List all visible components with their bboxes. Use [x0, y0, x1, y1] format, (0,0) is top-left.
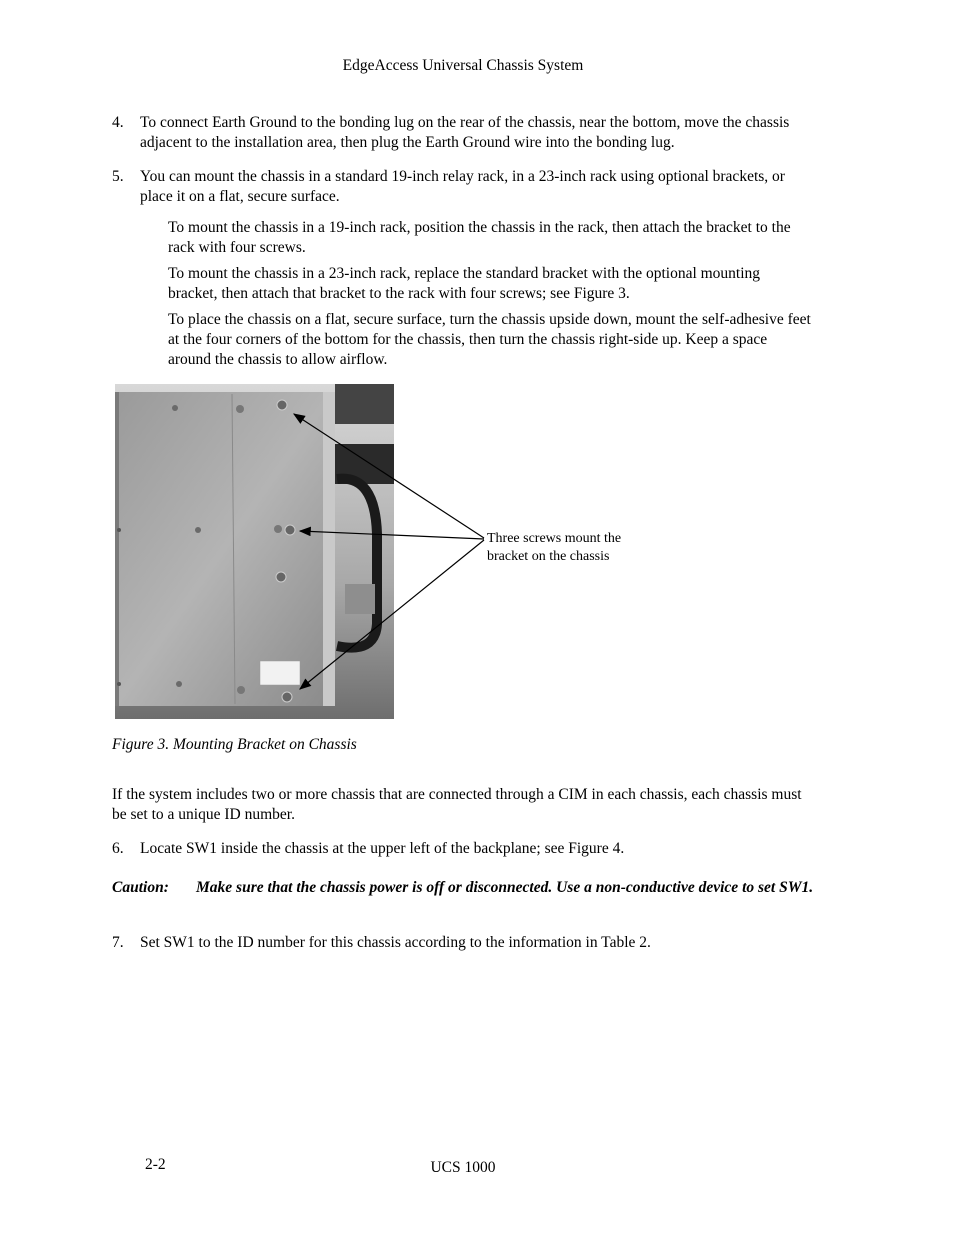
step-7: [112, 933, 812, 955]
caution-label: Caution:: [112, 879, 169, 896]
chassis-photo: [115, 384, 394, 719]
figure-callout: [487, 530, 667, 566]
page-number: 2-2: [145, 1156, 166, 1173]
caution-text: Make sure that the chassis power is off or disconnected. Use a non-conductive device to set SW1.: [196, 879, 814, 896]
figure-caption: Figure 3. Mounting Bracket on Chassis: [112, 736, 357, 753]
callout-line-1: Three screws mount the: [487, 531, 622, 546]
sub-paragraph-23-inch: To mount the chassis in a 23-inch rack, replace the standard bracket with the optional mounting bracket, then attach that bracket to the rack with four screws; see Figure 3.: [168, 265, 761, 302]
step-6: [112, 839, 812, 861]
step-text: To connect Earth Ground to the bonding lug on the rear of the chassis, near the bottom, move the chassis adjacent to the installation area, then plug the Earth Ground wire into the bonding lug.: [140, 114, 790, 151]
callout-line-2: bracket on the chassis: [487, 549, 610, 564]
step-text: Set SW1 to the ID number for this chassis according to the information in Table 2.: [140, 934, 651, 951]
sub-paragraph-19-inch: To mount the chassis in a 19-inch rack, position the chassis in the rack, then attach the bracket to the rack with four screws.: [168, 219, 791, 256]
step-number: 7.: [112, 934, 124, 951]
step-text: Locate SW1 inside the chassis at the upper left of the backplane; see Figure 4.: [140, 840, 625, 857]
step-5: [112, 167, 812, 209]
step-text: You can mount the chassis in a standard 19-inch relay rack, in a 23-inch rack using optional brackets, or place it on a flat, secure surface.: [140, 168, 785, 205]
sub-paragraph-flat-surface: To place the chassis on a flat, secure surface, turn the chassis upside down, mount the self-adhesive feet at the four corners of the bottom for the chassis, then turn the chassis right-side up. Keep a space around the chassis to allow airflow.: [168, 311, 811, 368]
step-number: 5.: [112, 168, 124, 185]
page-header: EdgeAccess Universal Chassis System: [342, 57, 584, 74]
step-number: 4.: [112, 114, 124, 131]
page-footer-product: UCS 1000: [430, 1159, 496, 1176]
paragraph-cim: If the system includes two or more chassis that are connected through a CIM in each chassis, each chassis must be set to a unique ID number.: [112, 786, 802, 823]
step-4: [112, 113, 812, 155]
step-number: 6.: [112, 840, 124, 857]
